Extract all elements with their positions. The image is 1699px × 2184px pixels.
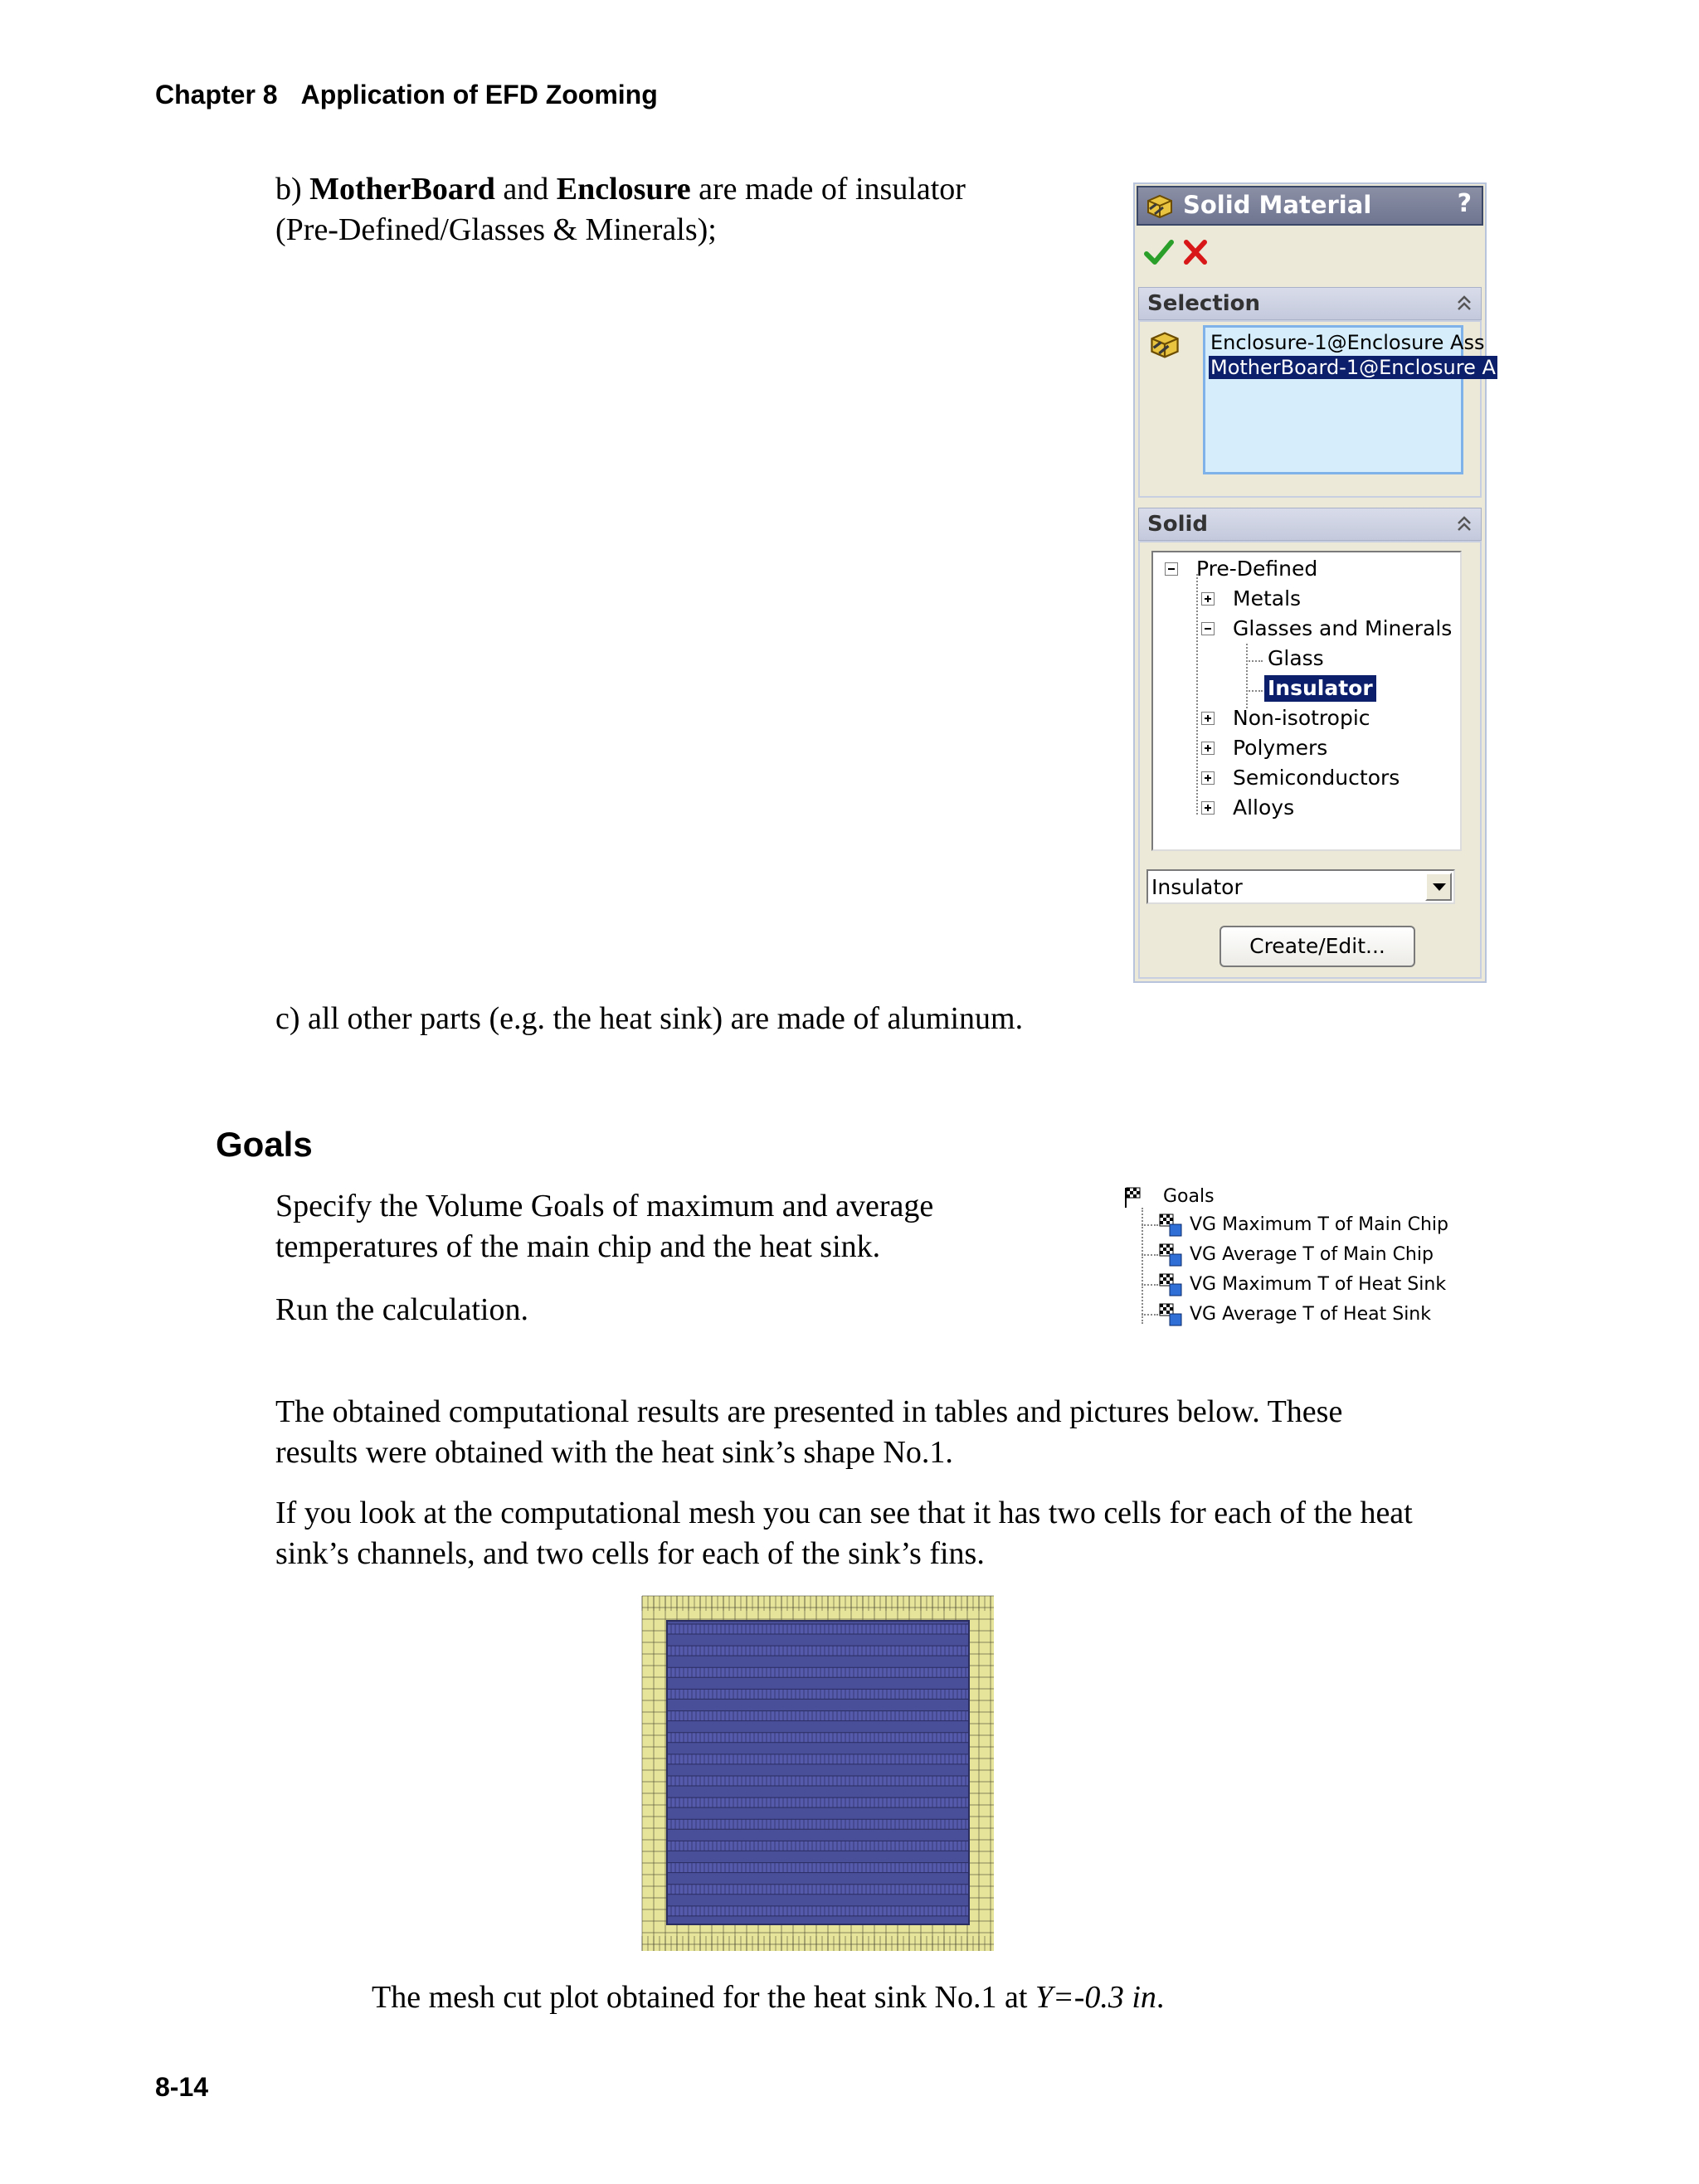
- expand-icon[interactable]: [1201, 801, 1215, 815]
- panel-title: Solid Material: [1183, 191, 1372, 219]
- tree-node-glasses-minerals[interactable]: Glasses and Minerals: [1233, 616, 1453, 640]
- goals-line1: Specify the Volume Goals of maximum and average: [275, 1189, 934, 1223]
- help-icon[interactable]: ?: [1457, 189, 1472, 218]
- results-line2: results were obtained with the heat sink’s shape No.1.: [275, 1435, 953, 1470]
- results-paragraph: [275, 1392, 1342, 1473]
- dropdown-arrow-icon[interactable]: [1425, 873, 1452, 901]
- goals-paragraph: [275, 1186, 933, 1267]
- tree-node-predefined[interactable]: Pre-Defined: [1196, 557, 1318, 581]
- goals-flag-icon: [1123, 1186, 1143, 1214]
- tree-node-metals[interactable]: Metals: [1233, 586, 1302, 610]
- tree-node-insulator[interactable]: Insulator: [1264, 675, 1376, 702]
- expand-icon[interactable]: [1201, 592, 1215, 606]
- chapter-header: [155, 80, 658, 110]
- expand-icon[interactable]: [1201, 742, 1215, 755]
- figure-caption: [372, 1977, 1164, 2018]
- goal-item[interactable]: VG Average T of Heat Sink: [1190, 1304, 1431, 1325]
- goal-item[interactable]: VG Maximum T of Heat Sink: [1190, 1274, 1447, 1295]
- solid-material-icon: [1145, 192, 1175, 226]
- page-number: 8-14: [155, 2072, 209, 2102]
- selection-item[interactable]: Enclosure-1@Enclosure Ass: [1210, 331, 1485, 354]
- run-calculation-text: Run the calculation.: [275, 1292, 528, 1327]
- panel-titlebar: [1137, 186, 1483, 226]
- chapter-number: Chapter 8: [155, 80, 278, 109]
- solid-header-label: Solid: [1147, 512, 1209, 537]
- mesh-plot-svg: [642, 1596, 994, 1951]
- selection-group: [1138, 320, 1496, 498]
- selection-list[interactable]: [1203, 325, 1496, 474]
- cancel-button[interactable]: [1180, 236, 1211, 269]
- mesh-cut-plot: [642, 1596, 994, 1951]
- goals-root-label[interactable]: Goals: [1163, 1186, 1215, 1207]
- collapse-icon[interactable]: [1165, 562, 1178, 576]
- combo-value: Insulator: [1151, 875, 1243, 899]
- selection-group-header[interactable]: [1138, 287, 1482, 320]
- item-b-suffix: are made of insulator: [690, 172, 966, 207]
- caption-text: The mesh cut plot obtained for the heat sink No.1 at: [372, 1980, 1035, 2015]
- volume-goal-icon: [1158, 1213, 1183, 1243]
- solid-group: [1138, 541, 1482, 979]
- solid-material-panel: [1133, 182, 1496, 983]
- mesh-line2: sink’s channels, and two cells for each of the sink’s fins.: [275, 1536, 985, 1571]
- chapter-title: Application of EFD Zooming: [300, 80, 658, 109]
- expand-icon[interactable]: [1201, 712, 1215, 725]
- component-icon: [1148, 328, 1181, 365]
- tree-node-alloys[interactable]: Alloys: [1233, 795, 1295, 820]
- caption-italic: Y=-0.3 in: [1034, 1980, 1156, 2015]
- tree-node-polymers[interactable]: Polymers: [1233, 736, 1328, 760]
- collapse-chevron-icon: [1456, 513, 1473, 533]
- results-line1: The obtained computational results are presented in tables and pictures below. These: [275, 1394, 1343, 1429]
- item-b-paragraph: [275, 169, 1022, 251]
- volume-goal-icon: [1158, 1272, 1183, 1302]
- goals-line2: temperatures of the main chip and the heat sink.: [275, 1229, 881, 1264]
- selection-item-selected[interactable]: MotherBoard-1@Enclosure A: [1210, 356, 1496, 379]
- selection-header-label: Selection: [1147, 291, 1261, 316]
- tree-node-semiconductors[interactable]: Semiconductors: [1233, 766, 1400, 790]
- item-c-paragraph: c) all other parts (e.g. the heat sink) are made of aluminum.: [275, 1001, 1024, 1036]
- checkmark-icon: [1143, 236, 1175, 269]
- close-icon: [1180, 236, 1211, 269]
- item-b-prefix: b): [275, 172, 310, 207]
- volume-goal-icon: [1158, 1302, 1183, 1332]
- goals-tree: [1117, 1184, 1449, 1342]
- ok-button[interactable]: [1143, 236, 1175, 269]
- item-b-and: and: [494, 172, 557, 207]
- tree-node-nonisotropic[interactable]: Non-isotropic: [1233, 706, 1370, 730]
- create-edit-button[interactable]: Create/Edit...: [1219, 926, 1415, 967]
- collapse-icon[interactable]: [1201, 622, 1215, 635]
- item-b-motherboard: MotherBoard: [309, 172, 495, 207]
- mesh-paragraph: [275, 1493, 1413, 1574]
- mesh-line1: If you look at the computational mesh you can see that it has two cells for each of the heat: [275, 1496, 1413, 1530]
- expand-icon[interactable]: [1201, 771, 1215, 785]
- item-b-line2: (Pre-Defined/Glasses & Minerals);: [275, 212, 717, 247]
- volume-goal-icon: [1158, 1243, 1183, 1272]
- tree-node-glass[interactable]: Glass: [1268, 646, 1324, 670]
- solid-group-header[interactable]: [1138, 508, 1482, 541]
- goals-heading: Goals: [216, 1125, 313, 1164]
- material-tree[interactable]: [1151, 551, 1462, 851]
- goal-item[interactable]: VG Maximum T of Main Chip: [1190, 1214, 1449, 1235]
- goal-item[interactable]: VG Average T of Main Chip: [1190, 1244, 1434, 1265]
- item-b-enclosure: Enclosure: [556, 172, 691, 207]
- material-combo[interactable]: [1146, 869, 1455, 904]
- collapse-chevron-icon: [1456, 293, 1473, 313]
- caption-end: .: [1156, 1980, 1165, 2015]
